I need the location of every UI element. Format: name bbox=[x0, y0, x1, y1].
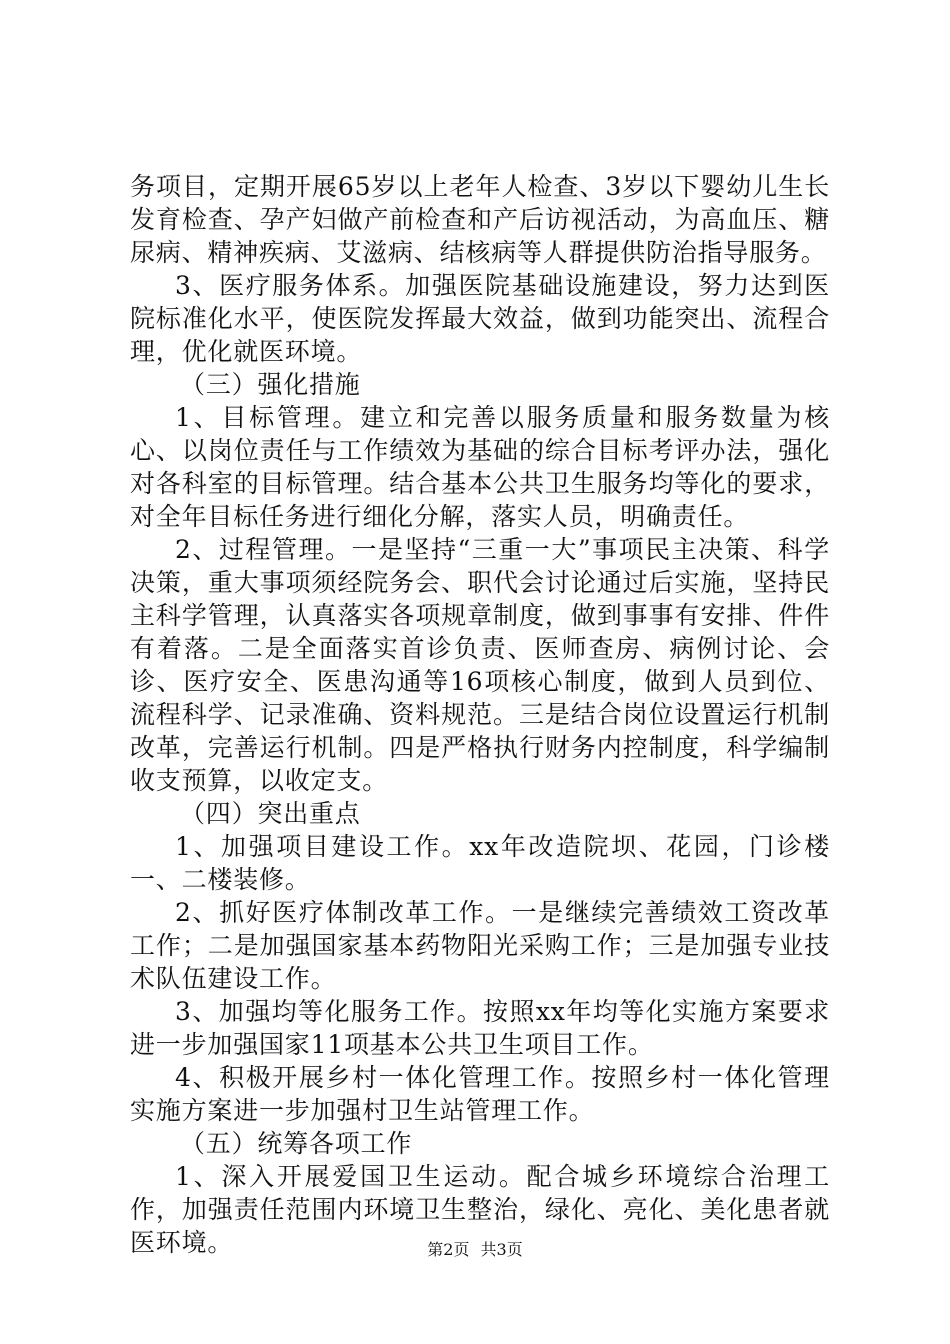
page-number: 第2页 bbox=[427, 1240, 470, 1259]
paragraph-continuation: 务项目，定期开展65岁以上老年人检查、3岁以下婴幼儿生长发育检查、孕产妇做产前检查和产后访视活动，为高血压、糖尿病、精神疾病、艾滋病、结核病等人群提供防治指导服务。 bbox=[130, 172, 830, 267]
paragraph-target-management: 1、目标管理。建立和完善以服务质量和服务数量为核心、以岗位责任与工作绩效为基础的综合目标考评办法，强化对各科室的目标管理。结合基本公共卫生服务均等化的要求，对全年目标任务进行细化分解，落实人员，明确责任。 bbox=[130, 403, 830, 531]
document-body bbox=[130, 170, 830, 1259]
paragraph-project-construction: 1、加强项目建设工作。xx年改造院坝、花园，门诊楼一、二楼装修。 bbox=[130, 832, 830, 894]
page-total: 共3页 bbox=[480, 1240, 523, 1259]
section-heading-key-focus: （四）突出重点 bbox=[180, 799, 361, 828]
paragraph-rural-integration: 4、积极开展乡村一体化管理工作。按照乡村一体化管理实施方案进一步加强村卫生站管理工作。 bbox=[130, 1063, 830, 1125]
section-heading-strengthen-measures: （三）强化措施 bbox=[180, 370, 361, 399]
paragraph-equalization-service: 3、加强均等化服务工作。按照xx年均等化实施方案要求进一步加强国家11项基本公共卫生项目工作。 bbox=[130, 997, 830, 1059]
paragraph-process-management: 2、过程管理。一是坚持“三重一大”事项民主决策、科学决策，重大事项须经院务会、职代会讨论通过后实施，坚持民主科学管理，认真落实各项规章制度，做到事事有安排、件件有着落。二是全面落实首诊负责、医师查房、病例讨论、会诊、医疗安全、医患沟通等16项核心制度，做到人员到位、流程科学、记录准确、资料规范。三是结合岗位设置运行机制改革，完善运行机制。四是严格执行财务内控制度，科学编制收支预算，以收定支。 bbox=[130, 535, 830, 795]
paragraph-system-reform: 2、抓好医疗体制改革工作。一是继续完善绩效工资改革工作；二是加强国家基本药物阳光采购工作；三是加强专业技术队伍建设工作。 bbox=[130, 898, 830, 993]
paragraph-medical-service-system: 3、医疗服务体系。加强医院基础设施建设，努力达到医院标准化水平，使医院发挥最大效益，做到功能突出、流程合理，优化就医环境。 bbox=[130, 271, 830, 366]
paragraph-patriotic-health: 1、深入开展爱国卫生运动。配合城乡环境综合治理工作，加强责任范围内环境卫生整治，绿化、亮化、美化患者就医环境。 bbox=[130, 1162, 830, 1257]
page-footer bbox=[0, 1240, 950, 1260]
section-heading-coordinate-work: （五）统筹各项工作 bbox=[180, 1129, 413, 1158]
